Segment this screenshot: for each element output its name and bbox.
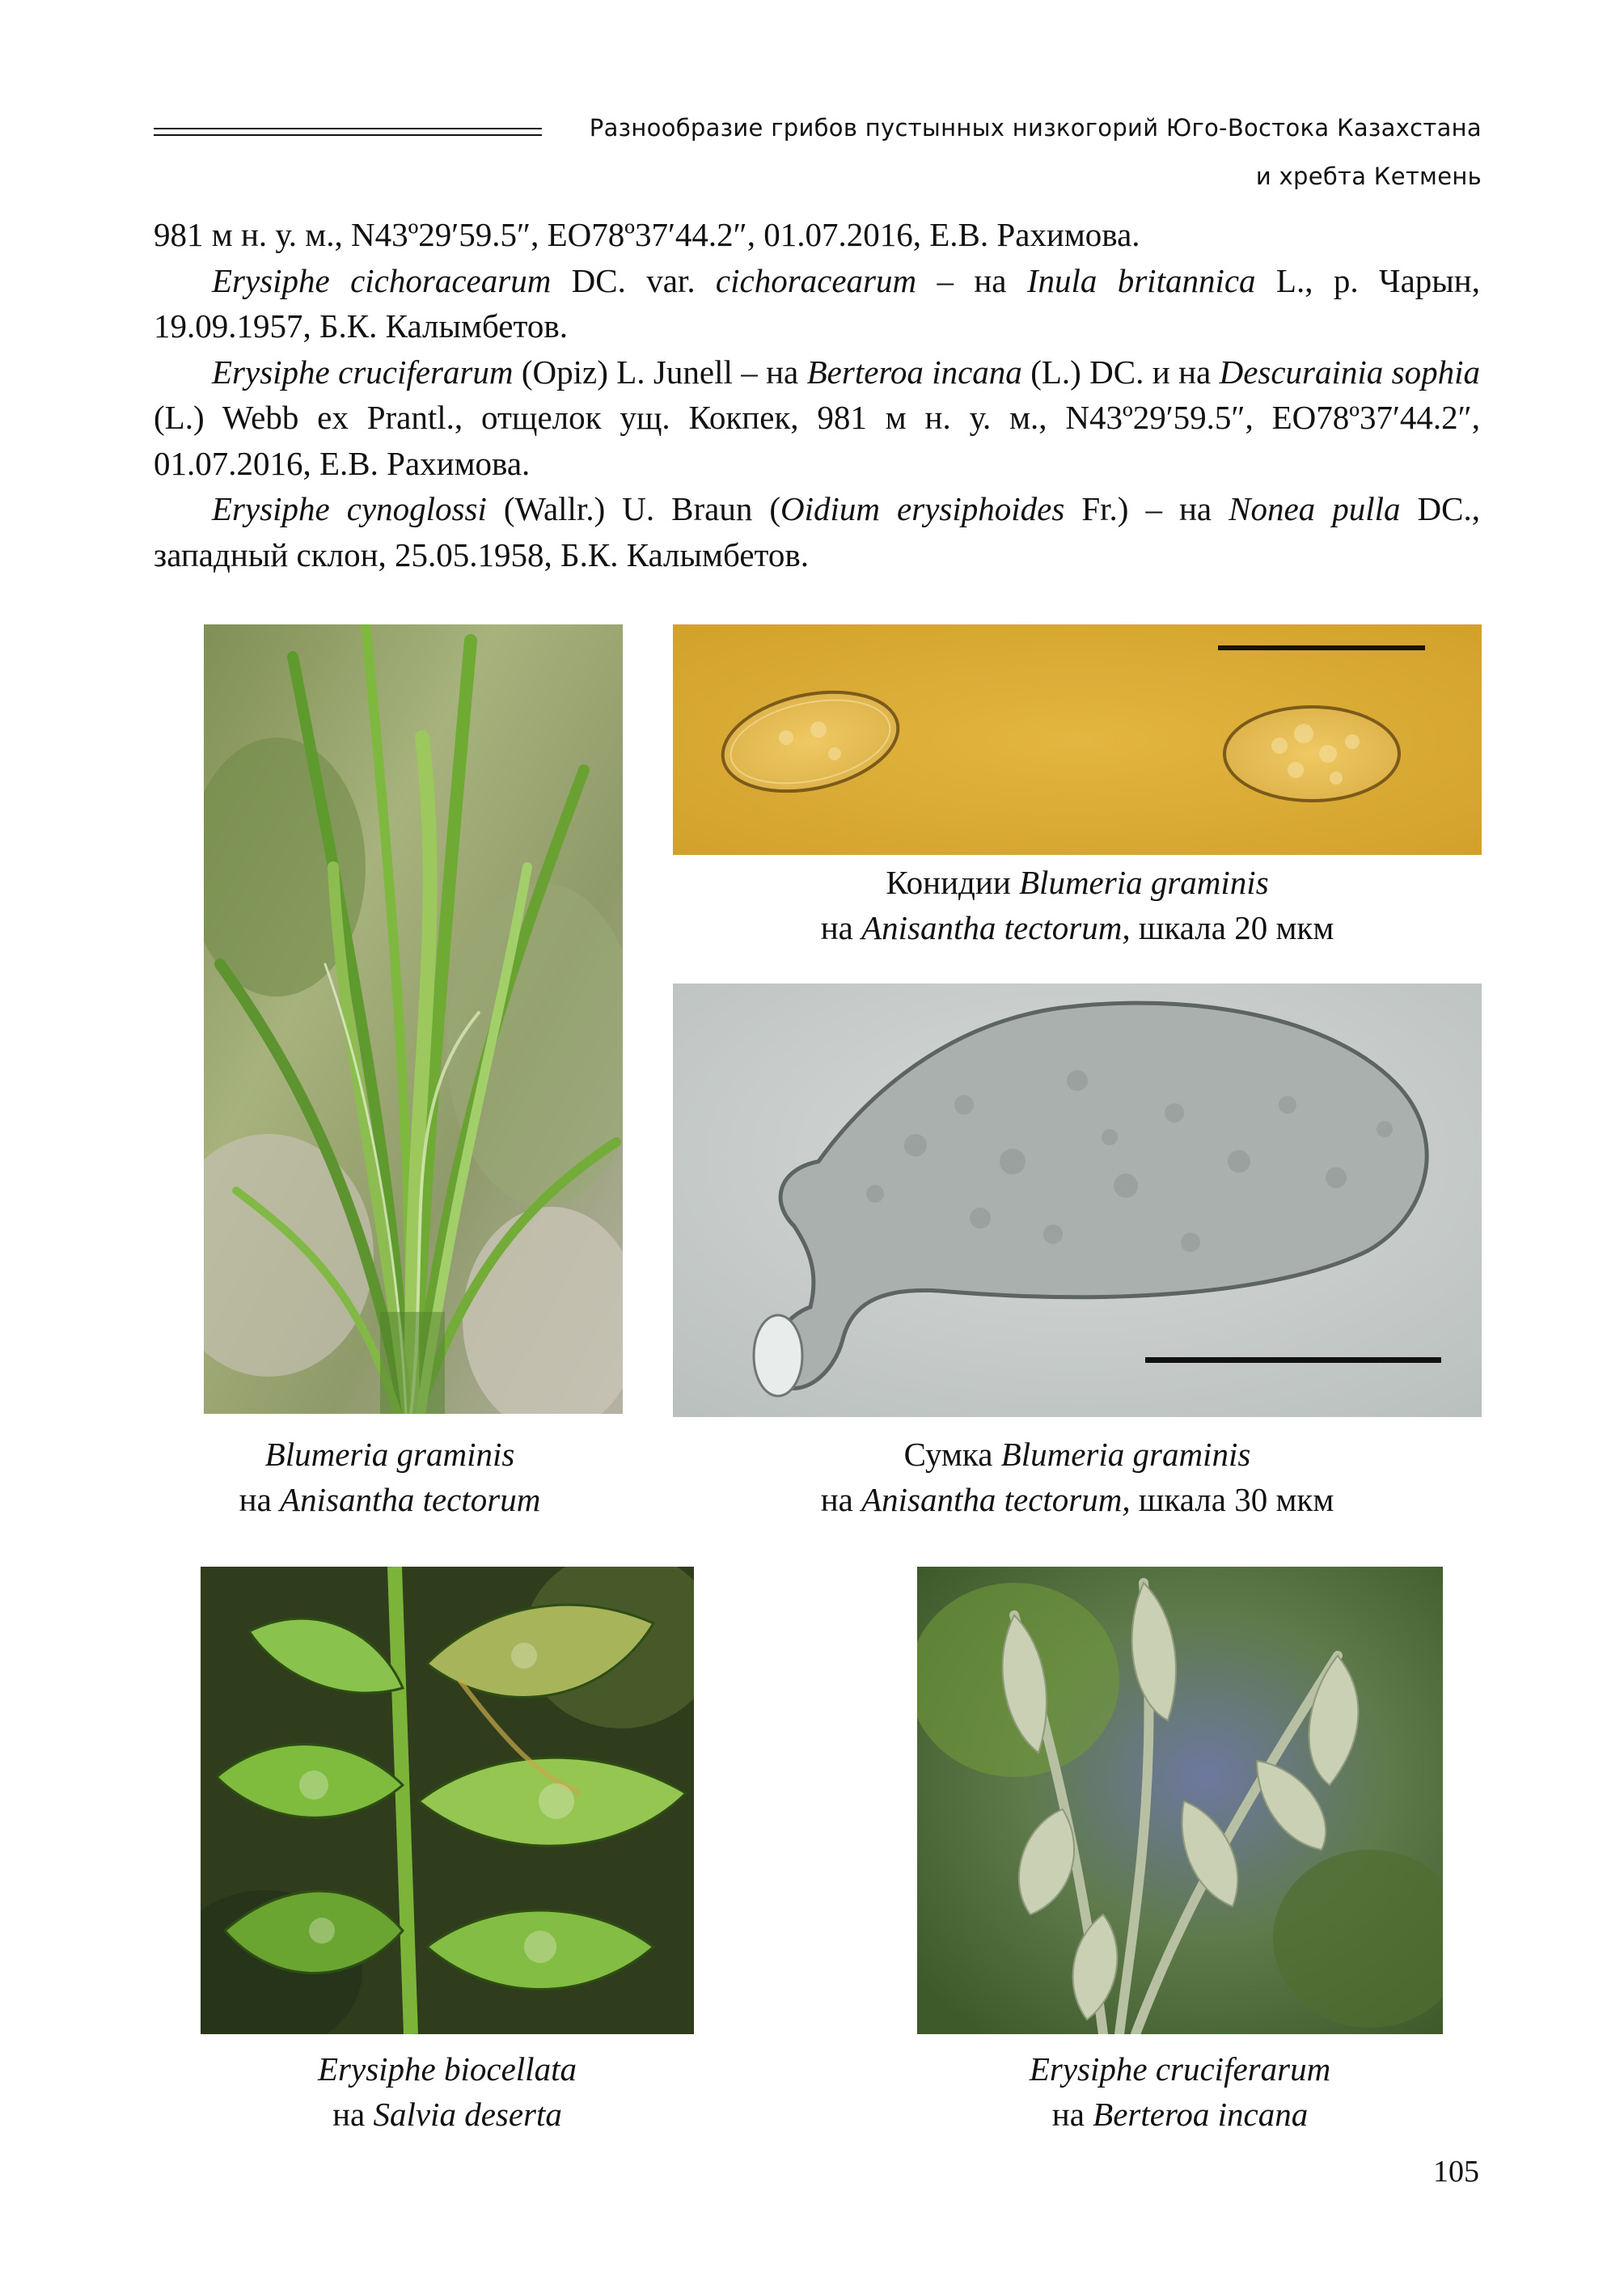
page-number: 105 xyxy=(1433,2155,1479,2189)
caption-line: Сумка Blumeria graminis xyxy=(903,1436,1251,1473)
caption-line: на Berteroa incana xyxy=(1051,2096,1309,2133)
header-rule-bottom xyxy=(154,134,542,136)
caption-line xyxy=(917,2046,1443,2092)
conidia-micrograph xyxy=(673,624,1482,855)
caption-line xyxy=(201,2046,694,2092)
paragraph: Erysiphe cruciferarum (Opiz) L. Junell – на Berteroa incana (L.) DC. и на Descurainia sophia (L.) Webb ex Prantl., отщелок ущ. Кокпек, 981 м н. у. м., N43º29′59.5″, EO78º37′44.2″, 01.07.2016, Е.В. Рахимова. xyxy=(154,353,1481,482)
grass-photo xyxy=(204,624,623,1414)
italic-term: Descurainia sophia xyxy=(1219,353,1481,391)
caption-grass xyxy=(204,1432,576,1522)
italic-term: Blumeria graminis xyxy=(264,1436,515,1473)
caption-line xyxy=(204,1432,576,1477)
italic-term: Erysiphe cruciferarum xyxy=(212,353,514,391)
italic-term: cichoracearum xyxy=(715,261,917,299)
italic-term: Berteroa incana xyxy=(1093,2096,1309,2133)
italic-term: Erysiphe cichoracearum xyxy=(212,261,552,299)
italic-term: Berteroa incana xyxy=(806,353,1022,391)
header-rule-top xyxy=(154,128,542,129)
paragraph: Erysiphe cichoracearum DC. var. cichoracearum – на Inula britannica L., р. Чарын, 19.09.1957, Б.К. Калымбетов. xyxy=(154,261,1481,345)
salvia-photo xyxy=(201,1567,694,2034)
caption-line: на Anisantha tectorum xyxy=(239,1481,541,1518)
italic-term: Erysiphe biocellata xyxy=(318,2050,577,2088)
italic-term: Anisantha tectorum xyxy=(280,1481,541,1518)
italic-term: Anisantha tectorum, xyxy=(861,1481,1131,1518)
italic-term: Blumeria graminis xyxy=(1000,1436,1251,1473)
body-text xyxy=(154,212,1480,577)
caption-salvia xyxy=(201,2046,694,2137)
running-header-line2: и хребта Кетмень xyxy=(1255,163,1482,190)
berteroa-photo xyxy=(917,1567,1443,2034)
caption-ascus xyxy=(673,1432,1482,1522)
italic-term: Erysiphe cynoglossi xyxy=(212,490,487,527)
caption-line: Конидии Blumeria graminis xyxy=(886,864,1269,901)
italic-term: Anisantha tectorum, xyxy=(861,909,1131,946)
caption-line: на Anisantha tectorum, шкала 20 мкм xyxy=(820,909,1334,946)
italic-term: Salvia deserta xyxy=(373,2096,562,2133)
running-header-line1: Разнообразие грибов пустынных низкогорий Юго-Востока Казахстана xyxy=(589,114,1482,142)
caption-line: на Salvia deserta xyxy=(332,2096,562,2133)
caption-berteroa xyxy=(917,2046,1443,2137)
italic-term: Blumeria graminis xyxy=(1019,864,1269,901)
running-header xyxy=(511,104,1482,201)
italic-term: Inula britannica xyxy=(1026,261,1256,299)
paragraph: Erysiphe cynoglossi (Wallr.) U. Braun (Oidium erysiphoides Fr.) – на Nonea pulla DC., западный склон, 25.05.1958, Б.К. Калымбетов. xyxy=(154,490,1480,573)
ascus-micrograph xyxy=(673,984,1482,1417)
caption-line: на Anisantha tectorum, шкала 30 мкм xyxy=(820,1481,1334,1518)
italic-term: Erysiphe cruciferarum xyxy=(1029,2050,1331,2088)
caption-conidia xyxy=(673,860,1482,950)
italic-term: Nonea pulla xyxy=(1229,490,1401,527)
paragraph: 981 м н. у. м., N43º29′59.5″, EO78º37′44.2″, 01.07.2016, Е.В. Рахимова. xyxy=(154,216,1140,253)
italic-term: Oidium erysiphoides xyxy=(780,490,1065,527)
